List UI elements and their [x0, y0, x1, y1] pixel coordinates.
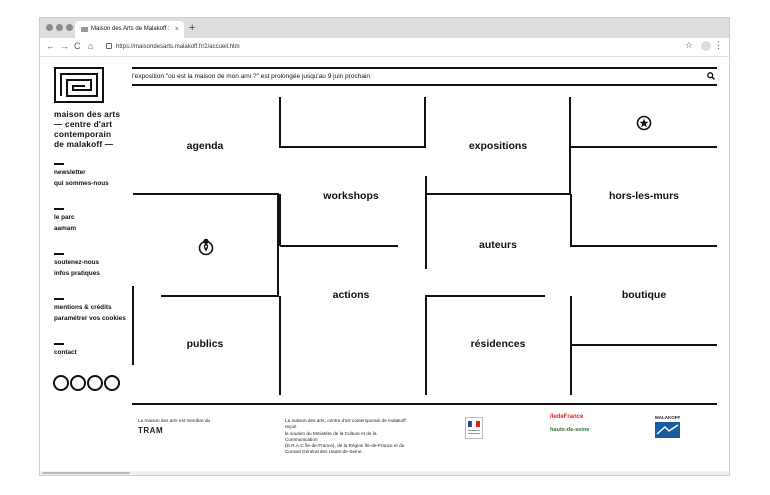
link-qui-sommes-nous[interactable]: qui sommes-nous — [54, 180, 109, 187]
close-window-dot[interactable] — [46, 24, 53, 31]
nav-hors-les-murs[interactable]: hors-les-murs — [608, 190, 680, 202]
footer-member-text: La maison des arts est membre du — [138, 418, 211, 423]
hauts-de-seine-logo[interactable]: hauts-de-seine — [550, 427, 590, 433]
tab-close-icon[interactable]: × — [174, 26, 179, 33]
nav-auteurs[interactable]: auteurs — [479, 239, 517, 251]
lock-icon — [106, 43, 112, 49]
favicon-icon — [81, 27, 88, 32]
link-newsletter[interactable]: newsletter — [54, 169, 86, 176]
footer-divider — [132, 403, 717, 405]
nav-workshops[interactable]: workshops — [323, 190, 379, 202]
malakoff-logo-icon[interactable] — [655, 422, 680, 438]
site-name-line: contemporain — [54, 129, 112, 139]
support-line: (D.R.A.C Île-de-France), de la Région Île-de-France et du — [285, 443, 405, 449]
home-button[interactable]: ⌂ — [88, 41, 94, 51]
maze-lines — [40, 57, 730, 476]
tab-title: Maison des Arts de Malakoff : — [91, 26, 170, 32]
link-mentions-credits[interactable]: mentions & crédits — [54, 304, 112, 311]
site-name-line: de malakoff — — [54, 139, 114, 149]
site-name-line: — centre d'art — [54, 119, 113, 129]
site-name-line: maison des arts — [54, 109, 121, 119]
new-tab-button[interactable]: + — [189, 22, 196, 34]
support-line: La maison des arts, centre d'art contemporain de malakoff — [285, 418, 406, 423]
nav-boutique[interactable]: boutique — [621, 289, 667, 301]
link-cookies[interactable]: paramétrer vos cookies — [54, 315, 126, 322]
browser-menu-icon[interactable]: ⋮ — [714, 40, 723, 50]
nav-agenda[interactable]: agenda — [186, 140, 224, 152]
back-button[interactable]: ← — [46, 41, 55, 51]
link-infos-pratiques[interactable]: infos pratiques — [54, 270, 100, 277]
footer-support-text — [285, 418, 435, 456]
announcement-text[interactable]: l'exposition "où est la maison de mon ami ?" est prolongée jusqu'au 9 juin prochain — [132, 73, 370, 80]
link-le-parc[interactable]: le parc — [54, 214, 75, 221]
link-aamam[interactable]: aamam — [54, 225, 77, 232]
horizontal-scrollbar[interactable] — [40, 471, 729, 475]
forward-button[interactable]: → — [60, 41, 69, 51]
support-line: le soutien du Ministère de la Culture et de la — [285, 430, 377, 436]
star-circle-icon[interactable] — [638, 117, 651, 130]
link-soutenez-nous[interactable]: soutenez-nous — [54, 259, 100, 266]
url-text: https://maisondesarts.malakoff.fr/2/accueil.htm — [116, 44, 240, 50]
tab-bar — [40, 18, 729, 38]
support-line: Conseil Général des Hauts-de-Seine. — [285, 449, 363, 455]
scrollbar-thumb[interactable] — [42, 472, 130, 474]
support-line: Communication — [285, 436, 318, 442]
ile-de-france-logo[interactable]: îledeFrance — [550, 414, 584, 420]
link-contact[interactable]: contact — [54, 349, 77, 356]
support-line: reçoit — [285, 424, 297, 430]
browser-tab[interactable] — [75, 21, 184, 38]
browser-toolbar — [40, 38, 729, 57]
nav-residences[interactable]: résidences — [470, 338, 526, 350]
nav-expositions[interactable]: expositions — [468, 140, 528, 152]
tram-logo[interactable]: TRAM — [138, 426, 164, 435]
location-pin-icon[interactable] — [200, 239, 213, 255]
address-bar[interactable] — [106, 41, 666, 53]
nav-publics[interactable]: publics — [186, 338, 224, 350]
maximize-window-dot[interactable] — [66, 24, 73, 31]
bookmark-star-icon[interactable]: ☆ — [684, 40, 693, 50]
browser-window — [39, 17, 730, 476]
republique-francaise-logo-icon[interactable] — [465, 417, 483, 439]
malakoff-logo-text[interactable]: MALAKOFF — [655, 415, 681, 420]
reload-button[interactable]: C — [74, 41, 81, 51]
minimize-window-dot[interactable] — [56, 24, 63, 31]
page-content — [40, 57, 729, 476]
nav-actions[interactable]: actions — [332, 289, 370, 301]
profile-avatar[interactable] — [701, 41, 711, 51]
